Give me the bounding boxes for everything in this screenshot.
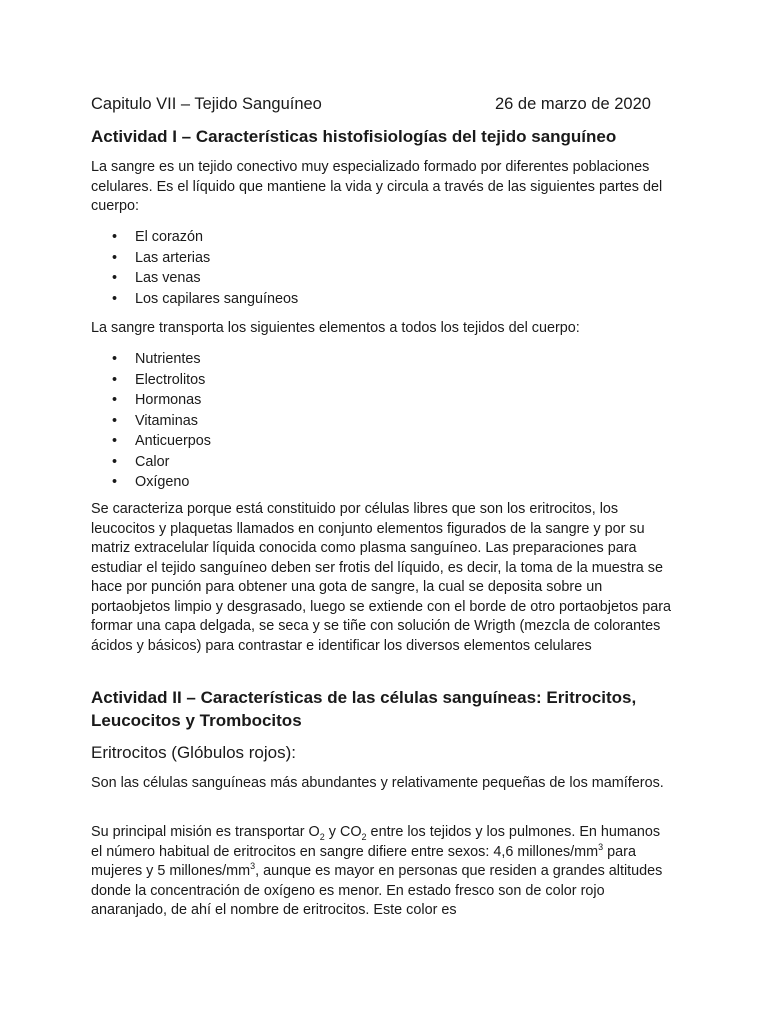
list-item — [91, 411, 211, 432]
bullet-icon: • — [112, 229, 118, 245]
list-item — [91, 227, 298, 248]
superscript: 3 — [250, 861, 256, 872]
list-item — [91, 452, 211, 473]
bullet-icon: • — [112, 351, 118, 367]
erythrocytes-subheading: Eritrocitos (Glóbulos rojos): — [91, 743, 297, 762]
text-run: y CO — [324, 824, 362, 840]
document-page — [91, 0, 679, 1024]
bullet-icon: • — [112, 249, 118, 266]
list-item-text: Los capilares sanguíneos — [135, 290, 299, 307]
list-item-text: El corazón — [135, 229, 203, 245]
subscript: 2 — [361, 831, 367, 842]
list-item-text: Electrolitos — [135, 371, 206, 388]
bullet-icon: • — [112, 270, 118, 286]
transported-elements-list — [91, 349, 211, 493]
bullet-icon: • — [112, 433, 118, 449]
superscript: 3 — [598, 841, 604, 852]
list-item — [91, 268, 298, 289]
list-item-text: Hormonas — [135, 392, 202, 408]
body-parts-list — [91, 227, 298, 309]
chapter-title: Capitulo VII – Tejido Sanguíneo — [91, 95, 322, 113]
list-item-text: Anticuerpos — [135, 433, 211, 449]
bullet-icon: • — [112, 290, 118, 307]
list-item-text: Las venas — [135, 270, 201, 286]
transport-paragraph: La sangre transporta los siguientes elementos a todos los tejidos del cuerpo: — [91, 320, 580, 336]
list-item-text: Vitaminas — [135, 412, 198, 429]
activity-2-heading: Actividad II – Características de las células sanguíneas: Eritrocitos, Leucocitos y Trombocitos — [91, 688, 637, 730]
list-item-text: Nutrientes — [135, 351, 201, 367]
text-run: , aunque es mayor en personas que residen a grandes altitudes donde la concentración de oxígeno es menor. En estado fresco son de color rojo anaranjado, de ahí el nombre de eritrocitos. Este color es — [91, 863, 663, 918]
document-date: 26 de marzo de 2020 — [495, 95, 651, 113]
list-item — [91, 431, 211, 452]
list-item — [91, 390, 211, 411]
list-item — [91, 349, 211, 370]
list-item — [91, 472, 211, 493]
activity-1-heading: Actividad I – Características histofisiologías del tejido sanguíneo — [91, 127, 617, 146]
intro-paragraph: La sangre es un tejido conectivo muy especializado formado por diferentes poblaciones celulares. Es el líquido que mantiene la vida y circula a través de las siguientes partes del cuerpo: — [91, 159, 663, 214]
list-item-text: Las arterias — [135, 249, 211, 266]
bullet-icon: • — [112, 474, 118, 490]
list-item — [91, 248, 298, 269]
bullet-icon: • — [112, 371, 118, 388]
bullet-icon: • — [112, 392, 118, 408]
document-header — [91, 94, 679, 114]
list-item — [91, 289, 298, 310]
bullet-icon: • — [112, 453, 118, 470]
text-run: entre los tejidos y los pulmones. En humanos el número habitual de eritrocitos en sangre difiere entre sexos: 4,6 millones/mm — [91, 824, 661, 860]
bullet-icon: • — [112, 412, 118, 429]
list-item — [91, 370, 211, 391]
subscript: 2 — [319, 831, 325, 842]
text-run: Su principal misión es transportar O — [91, 824, 320, 840]
description-paragraph: Se caracteriza porque está constituido por células libres que son los eritrocitos, los leucocitos y plaquetas llamados en conjunto elementos figurados de la sangre y por su matriz extracelular líquida conocida como plasma sanguíneo. Las preparaciones para estudiar el tejido sanguíneo deben ser frotis del líquido, es decir, la toma de la muestra se hace por punción para obtener una gota de sangre, la cual se deposita sobre un portaobjetos limpio y desgrasado, luego se extiende con el borde de otro portaobjetos para formar una capa delgada, se seca y se tiñe con solución de Wrigth (mezcla de colorantes ácidos y básicos) para contrastar e identificar los diversos elementos celulares — [91, 501, 672, 654]
text-run: para mujeres y 5 millones/mm — [91, 843, 636, 879]
list-item-text: Oxígeno — [135, 474, 190, 490]
list-item-text: Calor — [135, 453, 170, 470]
erythrocytes-paragraph-1: Son las células sanguíneas más abundantes y relativamente pequeñas de los mamíferos. — [91, 775, 664, 791]
erythrocytes-paragraph-2 — [91, 823, 673, 921]
